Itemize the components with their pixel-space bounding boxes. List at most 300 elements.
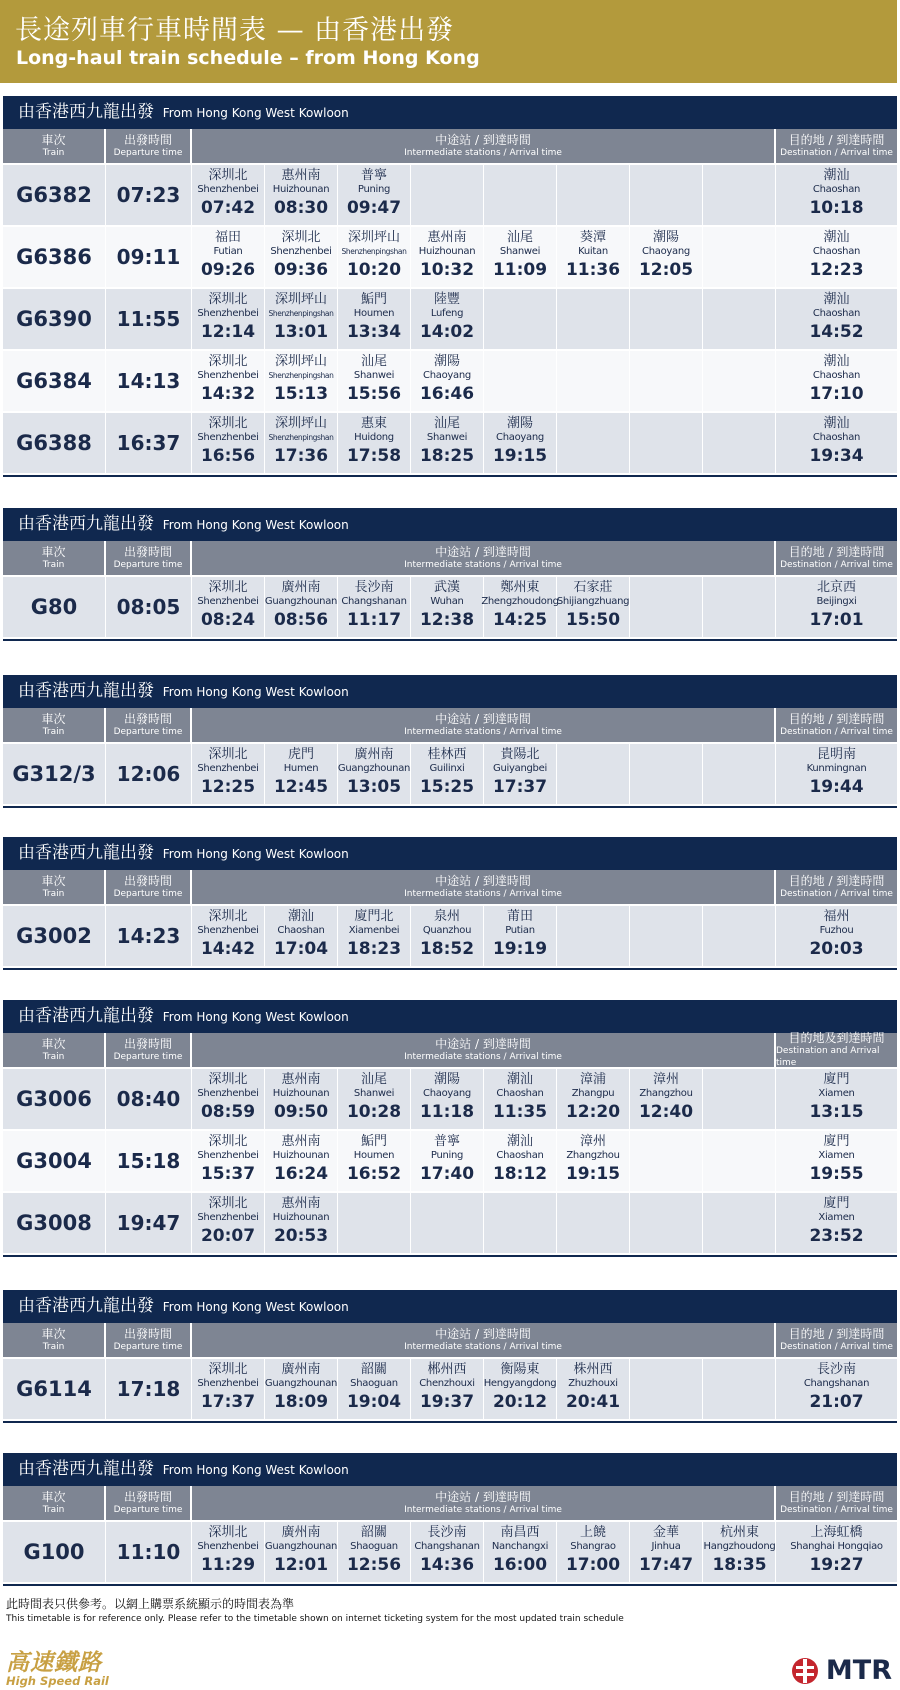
col-destination: 目的地 / 到達時間 Destination / Arrival time	[780, 133, 893, 158]
mtr-wordmark: MTR	[825, 1655, 892, 1686]
stop-cell	[338, 1131, 411, 1191]
station-zh: 潮汕	[506, 1072, 533, 1087]
empty-stop-cell	[557, 165, 630, 225]
empty-stop-cell	[630, 165, 703, 225]
empty-stop-cell	[703, 577, 776, 637]
col-intermediate: 中途站 / 到達時間 Intermediate stations / Arrival time	[192, 1033, 776, 1067]
destination-time: 19:27	[809, 1555, 864, 1575]
arrival-time: 10:20	[346, 260, 402, 280]
stop-cell	[411, 906, 484, 966]
empty-stop-cell	[557, 1193, 630, 1253]
station-en: Huizhounan	[272, 1150, 330, 1161]
col-destination: 目的地及到達時間 Destination and Arrival time	[776, 1031, 885, 1068]
col-train: 車次 Train	[3, 870, 106, 904]
station-zh: 漳浦	[579, 1072, 606, 1087]
station-zh: 南昌西	[500, 1525, 540, 1540]
section-title-zh: 由香港西九龍出發	[18, 1296, 154, 1316]
station-en: Humen	[283, 763, 319, 774]
section-title-zh: 由香港西九龍出發	[18, 843, 154, 863]
station-en: Shenzhenbei	[197, 1150, 259, 1161]
intermediate-stops	[192, 744, 776, 804]
arrival-time: 15:37	[200, 1164, 256, 1184]
stop-cell	[484, 413, 557, 473]
section-title-en: From Hong Kong West Kowloon	[162, 1300, 349, 1314]
stop-cell	[703, 1522, 776, 1582]
station-zh: 深圳北	[208, 747, 248, 762]
empty-stop-cell	[703, 227, 776, 287]
departure-time: 17:18	[106, 1359, 192, 1419]
table-row	[3, 906, 897, 968]
stop-cell	[484, 1069, 557, 1129]
stop-cell	[411, 1131, 484, 1191]
timetable-section	[3, 837, 897, 970]
destination-en: Chaoshan	[812, 246, 861, 257]
table-row	[3, 1522, 897, 1584]
station-en: Shenzhenbei	[197, 1541, 259, 1552]
destination-en: Chaoshan	[812, 184, 861, 195]
station-zh: 深圳坪山	[274, 292, 327, 307]
departure-time: 14:13	[106, 351, 192, 411]
station-en: Futian	[213, 246, 243, 257]
timetable-section	[3, 96, 897, 477]
destination-zh: 潮汕	[823, 292, 850, 307]
departure-time: 15:18	[106, 1131, 192, 1191]
arrival-time: 12:14	[200, 322, 256, 342]
empty-stop-cell	[484, 289, 557, 349]
station-en: Shenzhenbei	[270, 246, 332, 257]
destination-en: Chaoshan	[812, 370, 861, 381]
col-departure: 出發時間 Departure time	[106, 1323, 192, 1357]
col-departure: 出發時間 Departure time	[106, 870, 192, 904]
arrival-time: 20:41	[565, 1392, 621, 1412]
column-header-row	[3, 870, 897, 906]
col-train: 車次 Train	[3, 1033, 106, 1067]
station-en: Xiamenbei	[348, 925, 400, 936]
stop-cell	[338, 1359, 411, 1419]
station-en: Shenzhenbei	[197, 925, 259, 936]
stop-cell	[338, 1069, 411, 1129]
empty-stop-cell	[630, 289, 703, 349]
train-number: G6382	[3, 165, 106, 225]
departure-time: 16:37	[106, 413, 192, 473]
station-en: Changshanan	[414, 1541, 480, 1552]
arrival-time: 11:35	[492, 1102, 548, 1122]
empty-stop-cell	[557, 351, 630, 411]
empty-stop-cell	[630, 906, 703, 966]
destination-zh: 福州	[823, 909, 850, 924]
table-row	[3, 577, 897, 639]
arrival-time: 08:24	[200, 610, 256, 630]
stop-cell	[411, 744, 484, 804]
destination-en: Shanghai Hongqiao	[790, 1541, 883, 1552]
stop-cell	[265, 577, 338, 637]
station-en: Changshanan	[341, 596, 407, 607]
empty-stop-cell	[703, 1193, 776, 1253]
stop-cell	[484, 1359, 557, 1419]
arrival-time: 16:52	[346, 1164, 402, 1184]
stop-cell	[265, 1131, 338, 1191]
destination-cell	[776, 744, 897, 804]
station-en: Shenzhenbei	[197, 1212, 259, 1223]
station-en: Huizhounan	[272, 1212, 330, 1223]
train-number: G3008	[3, 1193, 106, 1253]
departure-time: 14:23	[106, 906, 192, 966]
station-zh: 葵潭	[579, 230, 606, 245]
station-zh: 深圳北	[208, 292, 248, 307]
section-title-zh: 由香港西九龍出發	[18, 1459, 154, 1479]
stop-cell	[192, 744, 265, 804]
arrival-time: 20:12	[492, 1392, 548, 1412]
table-row	[3, 165, 897, 227]
arrival-time: 19:19	[492, 939, 548, 959]
stop-cell	[630, 1069, 703, 1129]
station-zh: 深圳北	[208, 1134, 248, 1149]
stop-cell	[265, 351, 338, 411]
empty-stop-cell	[630, 744, 703, 804]
disclaimer-en: This timetable is for reference only. Please refer to the timetable shown on internet ticketing system for the most updated train schedule	[6, 1614, 624, 1624]
arrival-time: 09:36	[273, 260, 329, 280]
high-speed-rail-logo	[6, 1651, 109, 1687]
train-number: G312/3	[3, 744, 106, 804]
col-destination: 目的地 / 到達時間 Destination / Arrival time	[780, 712, 893, 737]
destination-zh: 潮汕	[823, 416, 850, 431]
empty-stop-cell	[630, 1193, 703, 1253]
train-number: G3004	[3, 1131, 106, 1191]
stop-cell	[192, 577, 265, 637]
intermediate-stops	[192, 227, 776, 287]
stop-cell	[192, 351, 265, 411]
stop-cell	[411, 1522, 484, 1582]
station-zh: 長沙南	[354, 580, 394, 595]
column-header-row	[3, 708, 897, 744]
arrival-time: 15:50	[565, 610, 621, 630]
station-zh: 深圳北	[208, 1196, 248, 1211]
stop-cell	[630, 1522, 703, 1582]
departure-time: 08:40	[106, 1069, 192, 1129]
station-en: Shenzhenbei	[197, 763, 259, 774]
col-departure: 出發時間 Departure time	[106, 541, 192, 575]
stop-cell	[265, 1193, 338, 1253]
station-zh: 廣州南	[354, 747, 394, 762]
page-title-zh: 長途列車行車時間表 — 由香港出發	[15, 15, 455, 46]
empty-stop-cell	[557, 906, 630, 966]
arrival-time: 19:37	[419, 1392, 475, 1412]
empty-stop-cell	[703, 744, 776, 804]
destination-zh: 潮汕	[823, 230, 850, 245]
column-header-row	[3, 1323, 897, 1359]
title-banner	[0, 0, 897, 83]
stop-cell	[192, 906, 265, 966]
station-en: Houmen	[353, 308, 395, 319]
arrival-time: 14:42	[200, 939, 256, 959]
col-intermediate: 中途站 / 到達時間 Intermediate stations / Arrival time	[192, 708, 776, 742]
section-bottom-rule	[3, 639, 897, 641]
destination-cell	[776, 165, 897, 225]
arrival-time: 10:28	[346, 1102, 402, 1122]
station-zh: 深圳坪山	[347, 230, 400, 245]
empty-stop-cell	[703, 1359, 776, 1419]
empty-stop-cell	[411, 165, 484, 225]
stop-cell	[265, 1522, 338, 1582]
intermediate-stops	[192, 289, 776, 349]
section-bottom-rule	[3, 968, 897, 970]
arrival-time: 09:26	[200, 260, 256, 280]
station-en: Shenzhenbei	[197, 370, 259, 381]
column-header-row	[3, 1033, 897, 1069]
station-en: Zhengzhoudong	[481, 596, 559, 607]
station-zh: 貴陽北	[500, 747, 540, 762]
destination-zh: 廈門	[823, 1134, 850, 1149]
station-en: Huizhounan	[272, 184, 330, 195]
station-en: Shenzhenbei	[197, 432, 259, 443]
station-zh: 株州西	[573, 1362, 613, 1377]
stop-cell	[557, 1359, 630, 1419]
station-en: Hengyangdong	[483, 1378, 557, 1389]
stop-cell	[265, 1359, 338, 1419]
section-bottom-rule	[3, 1584, 897, 1586]
col-train: 車次 Train	[3, 708, 106, 742]
section-bottom-rule	[3, 1255, 897, 1257]
destination-en: Xiamen	[818, 1150, 855, 1161]
empty-stop-cell	[703, 165, 776, 225]
station-en: Shenzhenbei	[197, 308, 259, 319]
station-zh: 汕尾	[360, 354, 387, 369]
station-zh: 金華	[652, 1525, 679, 1540]
table-row	[3, 1069, 897, 1131]
destination-zh: 廈門	[823, 1072, 850, 1087]
mtr-icon	[790, 1656, 820, 1686]
col-intermediate: 中途站 / 到達時間 Intermediate stations / Arrival time	[192, 1323, 776, 1357]
arrival-time: 16:46	[419, 384, 475, 404]
station-zh: 漳州	[652, 1072, 679, 1087]
station-zh: 惠州南	[281, 1196, 321, 1211]
intermediate-stops	[192, 1069, 776, 1129]
timetable-section	[3, 1000, 897, 1257]
stop-cell	[338, 165, 411, 225]
station-en: Shaoguan	[350, 1541, 398, 1552]
station-en: Huizhounan	[272, 1088, 330, 1099]
train-number: G6114	[3, 1359, 106, 1419]
station-zh: 鄭州東	[500, 580, 540, 595]
station-zh: 汕尾	[433, 416, 460, 431]
destination-time: 17:10	[809, 384, 864, 404]
station-en: Shenzhenpingshan	[268, 371, 334, 380]
station-en: Puning	[357, 184, 391, 195]
arrival-time: 12:38	[419, 610, 475, 630]
section-title-en: From Hong Kong West Kowloon	[162, 1463, 349, 1477]
empty-stop-cell	[630, 1131, 703, 1191]
col-destination: 目的地 / 到達時間 Destination / Arrival time	[780, 1490, 893, 1515]
arrival-time: 17:58	[346, 446, 402, 466]
station-en: Chaoshan	[277, 925, 325, 936]
destination-zh: 潮汕	[823, 354, 850, 369]
arrival-time: 12:25	[200, 777, 256, 797]
destination-time: 19:55	[809, 1164, 864, 1184]
station-zh: 惠州南	[281, 168, 321, 183]
arrival-time: 15:25	[419, 777, 475, 797]
stop-cell	[557, 577, 630, 637]
station-en: Lufeng	[430, 308, 464, 319]
section-title-en: From Hong Kong West Kowloon	[162, 685, 349, 699]
stop-cell	[411, 351, 484, 411]
empty-stop-cell	[338, 1193, 411, 1253]
arrival-time: 18:09	[273, 1392, 329, 1412]
station-en: Huidong	[354, 432, 394, 443]
col-destination: 目的地 / 到達時間 Destination / Arrival time	[780, 545, 893, 570]
section-header	[3, 837, 897, 870]
destination-cell	[776, 1522, 897, 1582]
arrival-time: 17:36	[273, 446, 329, 466]
station-zh: 汕尾	[360, 1072, 387, 1087]
stop-cell	[484, 1522, 557, 1582]
empty-stop-cell	[703, 906, 776, 966]
stop-cell	[411, 413, 484, 473]
station-en: Wuhan	[430, 596, 464, 607]
station-en: Chenzhouxi	[419, 1378, 475, 1389]
destination-zh: 昆明南	[816, 747, 856, 762]
station-en: Shenzhenbei	[197, 184, 259, 195]
station-zh: 普寧	[360, 168, 387, 183]
arrival-time: 11:09	[492, 260, 548, 280]
empty-stop-cell	[484, 165, 557, 225]
table-row	[3, 1193, 897, 1255]
arrival-time: 16:24	[273, 1164, 329, 1184]
empty-stop-cell	[630, 351, 703, 411]
col-departure: 出發時間 Departure time	[106, 1486, 192, 1520]
stop-cell	[338, 227, 411, 287]
stop-cell	[411, 1069, 484, 1129]
destination-zh: 上海虹橋	[810, 1525, 863, 1540]
destination-cell	[776, 577, 897, 637]
station-en: Guangzhounan	[337, 763, 411, 774]
column-header-row	[3, 1486, 897, 1522]
section-title-zh: 由香港西九龍出發	[18, 1006, 154, 1026]
arrival-time: 14:32	[200, 384, 256, 404]
arrival-time: 17:37	[200, 1392, 256, 1412]
stop-cell	[265, 413, 338, 473]
stop-cell	[265, 289, 338, 349]
empty-stop-cell	[630, 1359, 703, 1419]
stop-cell	[411, 227, 484, 287]
station-zh: 廣州南	[281, 580, 321, 595]
station-en: Shenzhenbei	[197, 1378, 259, 1389]
timetable-section	[3, 675, 897, 808]
arrival-time: 12:01	[273, 1555, 329, 1575]
station-zh: 韶關	[360, 1525, 387, 1540]
station-en: Zhangzhou	[639, 1088, 693, 1099]
station-zh: 惠州南	[427, 230, 467, 245]
station-en: Quanzhou	[422, 925, 472, 936]
train-number: G6390	[3, 289, 106, 349]
station-zh: 惠州南	[281, 1134, 321, 1149]
station-zh: 衡陽東	[500, 1362, 540, 1377]
arrival-time: 08:30	[273, 198, 329, 218]
intermediate-stops	[192, 1193, 776, 1253]
station-zh: 韶關	[360, 1362, 387, 1377]
stop-cell	[192, 1522, 265, 1582]
arrival-time: 14:02	[419, 322, 475, 342]
departure-time: 12:06	[106, 744, 192, 804]
stop-cell	[411, 1359, 484, 1419]
section-bottom-rule	[3, 806, 897, 808]
train-number: G100	[3, 1522, 106, 1582]
station-zh: 惠東	[360, 416, 387, 431]
station-en: Shenzhenpingshan	[268, 309, 334, 318]
column-header-row	[3, 129, 897, 165]
station-zh: 上饒	[579, 1525, 606, 1540]
section-header	[3, 1453, 897, 1486]
col-departure: 出發時間 Departure time	[106, 129, 192, 163]
station-zh: 長沙南	[427, 1525, 467, 1540]
arrival-time: 09:47	[346, 198, 402, 218]
stop-cell	[630, 227, 703, 287]
col-departure: 出發時間 Departure time	[106, 1033, 192, 1067]
station-zh: 陸豐	[433, 292, 460, 307]
station-en: Guangzhounan	[264, 596, 338, 607]
arrival-time: 07:42	[200, 198, 256, 218]
station-en: Chaoyang	[423, 1088, 471, 1099]
empty-stop-cell	[703, 1069, 776, 1129]
station-zh: 廣州南	[281, 1362, 321, 1377]
destination-time: 10:18	[809, 198, 864, 218]
arrival-time: 18:25	[419, 446, 475, 466]
column-header-row	[3, 541, 897, 577]
arrival-time: 14:25	[492, 610, 548, 630]
table-row	[3, 1359, 897, 1421]
destination-en: Chaoshan	[812, 308, 861, 319]
arrival-time: 16:56	[200, 446, 256, 466]
col-departure: 出發時間 Departure time	[106, 708, 192, 742]
stop-cell	[192, 1069, 265, 1129]
station-zh: 潮陽	[652, 230, 679, 245]
col-train: 車次 Train	[3, 1486, 106, 1520]
arrival-time: 20:53	[273, 1226, 329, 1246]
destination-cell	[776, 289, 897, 349]
table-row	[3, 289, 897, 351]
section-title-en: From Hong Kong West Kowloon	[162, 106, 349, 120]
destination-time: 20:03	[809, 939, 864, 959]
station-en: Guangzhounan	[264, 1541, 338, 1552]
empty-stop-cell	[411, 1193, 484, 1253]
empty-stop-cell	[703, 351, 776, 411]
arrival-time: 19:04	[346, 1392, 402, 1412]
destination-time: 17:01	[809, 610, 864, 630]
arrival-time: 10:32	[419, 260, 475, 280]
station-zh: 深圳北	[208, 168, 248, 183]
arrival-time: 13:01	[273, 322, 329, 342]
station-zh: 深圳北	[208, 1525, 248, 1540]
station-en: Shijiangzhuang	[556, 596, 630, 607]
arrival-time: 18:23	[346, 939, 402, 959]
intermediate-stops	[192, 1359, 776, 1419]
timetable-section	[3, 1453, 897, 1586]
destination-zh: 長沙南	[816, 1362, 856, 1377]
arrival-time: 08:59	[200, 1102, 256, 1122]
arrival-time: 08:56	[273, 610, 329, 630]
section-bottom-rule	[3, 1421, 897, 1423]
stop-cell	[338, 906, 411, 966]
timetable-section	[3, 508, 897, 641]
station-zh: 杭州東	[719, 1525, 759, 1540]
station-en: Shaoguan	[350, 1378, 398, 1389]
stop-cell	[338, 289, 411, 349]
mtr-logo	[790, 1655, 892, 1686]
destination-time: 19:34	[809, 446, 864, 466]
stop-cell	[484, 1131, 557, 1191]
col-destination: 目的地 / 到達時間 Destination / Arrival time	[780, 1327, 893, 1352]
arrival-time: 17:40	[419, 1164, 475, 1184]
col-destination: 目的地 / 到達時間 Destination / Arrival time	[780, 874, 893, 899]
